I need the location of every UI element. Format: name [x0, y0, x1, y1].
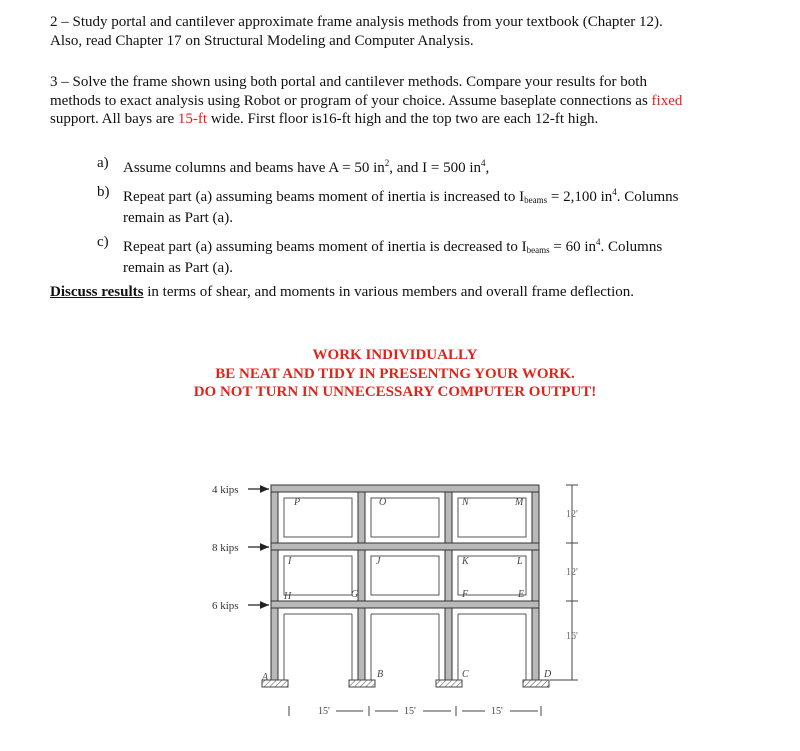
node-c: C [462, 669, 469, 680]
column-line-4 [532, 485, 539, 680]
height-dim-first: 16' [566, 631, 578, 642]
bay-dim-2: 15' [404, 706, 416, 717]
bay-dimensions [289, 706, 541, 717]
notice-block: WORK INDIVIDUALLY BE NEAT AND TIDY IN PRESENTNG YOUR WORK. DO NOT TURN IN UNNECESSARY COMPUTER OUTPUT! [193, 347, 597, 400]
node-a: A [262, 672, 269, 683]
node-b: B [377, 669, 384, 680]
fixed-supports [262, 680, 549, 687]
load-floor2-label: 6 kips [212, 600, 239, 612]
node-m: M [515, 497, 524, 508]
height-dim-middle: 12' [566, 567, 578, 578]
part-c: c) Repeat part (a) assuming beams moment of inertia is decreased to $I_{beams} = 60$ $in^4$. Columns remain as Part (a). [97, 234, 663, 276]
node-n: N [462, 497, 469, 508]
part-a: a) Assume columns and beams have A = 50 $in^2$, and I = 500 $in^4$, [97, 155, 490, 176]
column-line-2 [358, 485, 365, 680]
highlight-fixed: fixed [651, 92, 683, 109]
height-dim-top: 12' [566, 509, 578, 520]
column-line-1 [271, 485, 278, 680]
load-floor3-label: 8 kips [212, 542, 239, 554]
roof-beam [271, 485, 539, 492]
highlight-15ft: 15-ft [177, 111, 208, 127]
part-b: b) Repeat part (a) assuming beams moment of inertia is increased to $I_{beams} = 2,100$ $in^4$. Columns remain as Part (a). [97, 184, 679, 226]
node-i: I [288, 556, 292, 567]
column-line-3 [445, 485, 452, 680]
node-f: F [462, 589, 469, 600]
node-l: L [517, 556, 523, 567]
bay-dim-3: 15' [491, 706, 503, 717]
lateral-loads [212, 484, 269, 612]
node-g: G [351, 589, 359, 600]
bay-dim-1: 15' [318, 706, 330, 717]
node-o: O [379, 497, 387, 508]
item-2-text: 2 – Study portal and cantilever approximate frame analysis methods from your textbook (Chapter 12). Also, read Chapter 17 on Structural Modeling and Computer Analysis. [50, 14, 663, 49]
node-h: H [284, 591, 292, 602]
floor2-beam [271, 601, 539, 608]
support-c [436, 680, 462, 687]
discuss-instruction: Discuss results in terms of shear, and moments in various members and overall frame deflection. [50, 284, 634, 300]
node-j: J [376, 556, 381, 567]
item-3-text: 3 – Solve the frame shown using both portal and cantilever methods. Compare your results for both methods to exact analysis using Robot or program of your choice. Assume baseplate connections as fixed support. All bays are 15-ft wide. First floor is16-ft high and the top two are each 12-ft high. [50, 74, 683, 127]
node-k: K [462, 556, 469, 567]
node-p: P [294, 497, 301, 508]
support-b [349, 680, 375, 687]
floor3-beam [271, 543, 539, 550]
node-e: E [518, 589, 525, 600]
load-roof-label: 4 kips [212, 484, 239, 496]
support-d [523, 680, 549, 687]
height-dimensions [550, 485, 578, 680]
node-d: D [544, 669, 552, 680]
